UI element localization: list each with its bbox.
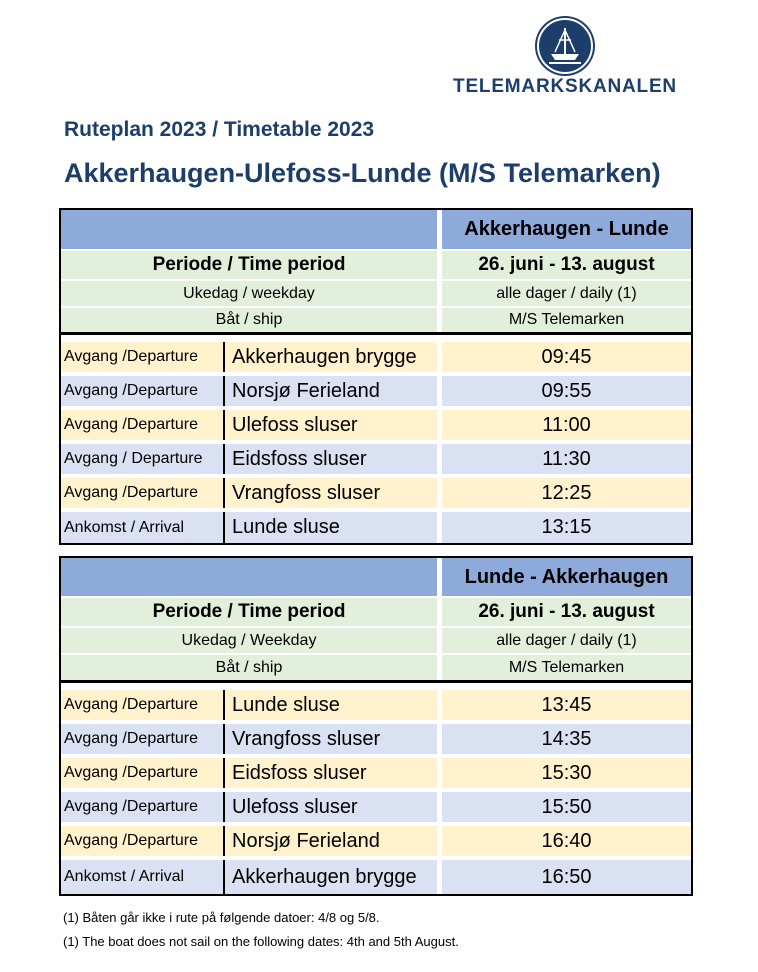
table-row bbox=[61, 376, 691, 406]
telemarkskanalen-logo bbox=[440, 18, 690, 100]
stop-type: Avgang /Departure bbox=[64, 348, 199, 365]
table-row bbox=[61, 512, 691, 543]
ship-label: Båt / ship bbox=[61, 308, 437, 332]
stop-type: Ankomst / Arrival bbox=[64, 518, 185, 536]
weekday-value: alle dager / daily (1) bbox=[442, 628, 691, 653]
stop-time: 11:30 bbox=[442, 444, 691, 474]
stop-type: Avgang /Departure bbox=[64, 382, 199, 399]
stop-name: Vrangfoss sluser bbox=[232, 727, 381, 750]
stop-name: Ulefoss sluser bbox=[232, 413, 358, 436]
stop-time: 13:15 bbox=[442, 512, 691, 543]
table-row bbox=[61, 444, 691, 474]
stop-type: Avgang /Departure bbox=[64, 484, 199, 501]
footnote-english: (1) The boat does not sail on the following dates: 4th and 5th August. bbox=[63, 934, 459, 949]
ship-value: M/S Telemarken bbox=[442, 655, 691, 680]
brand-name: TELEMARKSKANALEN bbox=[453, 76, 677, 97]
stop-type: Ankomst / Arrival bbox=[64, 868, 185, 885]
page-subtitle: Ruteplan 2023 / Timetable 2023 bbox=[64, 118, 375, 141]
stop-name: Lunde sluse bbox=[232, 516, 340, 538]
route-heading: Akkerhaugen - Lunde bbox=[442, 210, 691, 249]
stop-name: Akkerhaugen brygge bbox=[232, 345, 417, 368]
route-heading: Lunde - Akkerhaugen bbox=[442, 558, 691, 596]
period-value: 26. juni - 13. august bbox=[442, 598, 691, 626]
ship-emblem-icon bbox=[537, 18, 593, 74]
table-row bbox=[61, 690, 691, 720]
header-blank-cell bbox=[61, 210, 437, 249]
stop-type: Avgang /Departure bbox=[64, 730, 199, 747]
stop-type: Avgang /Departure bbox=[64, 696, 199, 713]
stop-name: Norsjø Ferieland bbox=[232, 379, 380, 402]
table-row bbox=[61, 860, 691, 894]
stop-time: 09:55 bbox=[442, 376, 691, 406]
stop-type: Avgang /Departure bbox=[64, 798, 199, 815]
stop-time: 09:45 bbox=[442, 342, 691, 372]
timetable-akkerhaugen-lunde bbox=[59, 208, 693, 545]
table-row bbox=[61, 478, 691, 508]
table-row bbox=[61, 342, 691, 372]
stop-time: 16:40 bbox=[442, 826, 691, 856]
stop-name: Norsjø Ferieland bbox=[232, 829, 380, 852]
table-row bbox=[61, 826, 691, 856]
stop-name: Lunde sluse bbox=[232, 693, 340, 716]
stop-name: Akkerhaugen brygge bbox=[232, 865, 417, 888]
ship-value: M/S Telemarken bbox=[442, 308, 691, 332]
header-blank-cell bbox=[61, 558, 437, 596]
period-label: Periode / Time period bbox=[61, 598, 437, 626]
stop-name: Ulefoss sluser bbox=[232, 795, 358, 818]
table-row bbox=[61, 410, 691, 440]
weekday-value: alle dager / daily (1) bbox=[442, 281, 691, 306]
stop-time: 15:50 bbox=[442, 792, 691, 822]
weekday-label: Ukedag / weekday bbox=[61, 281, 437, 306]
stop-time: 13:45 bbox=[442, 690, 691, 720]
stop-time: 11:00 bbox=[442, 410, 691, 440]
ship-label: Båt / ship bbox=[61, 655, 437, 680]
table-row bbox=[61, 792, 691, 822]
weekday-label: Ukedag / Weekday bbox=[61, 628, 437, 653]
page-title: Akkerhaugen-Ulefoss-Lunde (M/S Telemarken) bbox=[64, 158, 661, 188]
stop-time: 12:25 bbox=[442, 478, 691, 508]
period-value: 26. juni - 13. august bbox=[442, 251, 691, 279]
stop-name: Eidsfoss sluser bbox=[232, 761, 367, 784]
stop-type: Avgang /Departure bbox=[64, 416, 199, 433]
table-row bbox=[61, 758, 691, 788]
stop-name: Vrangfoss sluser bbox=[232, 481, 381, 504]
timetable-lunde-akkerhaugen bbox=[59, 556, 693, 896]
stop-time: 14:35 bbox=[442, 724, 691, 754]
stop-type: Avgang / Departure bbox=[64, 450, 203, 467]
stop-time: 16:50 bbox=[442, 860, 691, 894]
footnote-norwegian: (1) Båten går ikke i rute på følgende datoer: 4/8 og 5/8. bbox=[63, 910, 380, 925]
table-row bbox=[61, 724, 691, 754]
stop-type: Avgang /Departure bbox=[64, 832, 199, 849]
stop-name: Eidsfoss sluser bbox=[232, 447, 367, 470]
stop-type: Avgang /Departure bbox=[64, 764, 199, 781]
stop-time: 15:30 bbox=[442, 758, 691, 788]
period-label: Periode / Time period bbox=[61, 251, 437, 279]
